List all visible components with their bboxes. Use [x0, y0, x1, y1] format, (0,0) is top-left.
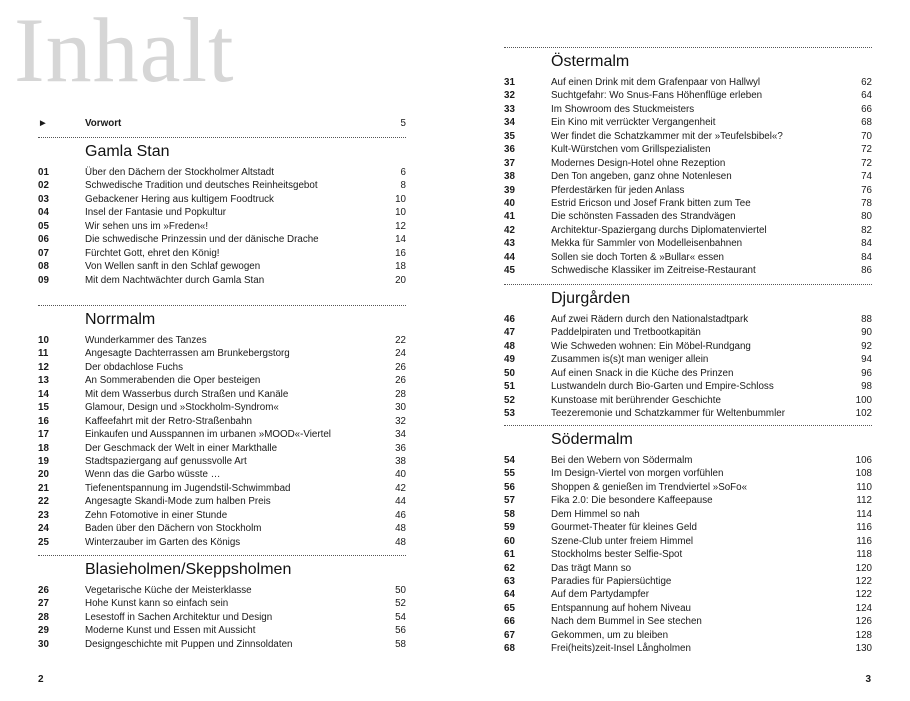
- toc-entry: [504, 602, 872, 615]
- toc-entry: [38, 584, 406, 597]
- entry-page: 34: [395, 429, 406, 441]
- entry-number: 40: [504, 197, 515, 209]
- entry-number: 18: [38, 442, 49, 454]
- dotted-divider: [38, 305, 406, 306]
- entry-number: 34: [504, 117, 515, 129]
- entry-number: 14: [38, 388, 49, 400]
- entry-title: Angesagte Skandi-Mode zum halben Preis: [85, 496, 271, 508]
- entry-title: Das trägt Mann so: [551, 562, 632, 574]
- toc-entry: [504, 562, 872, 575]
- entry-page: 30: [395, 402, 406, 414]
- entry-number: 52: [504, 394, 515, 406]
- entry-number: 35: [504, 130, 515, 142]
- entry-page: 54: [395, 611, 406, 623]
- section-norrmalm: [38, 305, 406, 549]
- entry-page: 10: [395, 207, 406, 219]
- entry-number: 29: [38, 625, 49, 637]
- entry-number: 45: [504, 265, 515, 277]
- entry-title: Designgeschichte mit Puppen und Zinnsoldaten: [85, 638, 293, 650]
- entry-number: 39: [504, 184, 515, 196]
- entry-title: Wunderkammer des Tanzes: [85, 335, 207, 346]
- toc-entry: [38, 442, 406, 455]
- entry-page: 72: [861, 144, 872, 156]
- entry-title: Auf einen Snack in die Küche des Prinzen: [551, 367, 734, 379]
- entry-number: 38: [504, 171, 515, 183]
- entry-number: 67: [504, 629, 515, 641]
- entry-page: 78: [861, 197, 872, 209]
- entry-number: 30: [38, 638, 49, 650]
- entry-number: 28: [38, 611, 49, 623]
- toc-entry: [504, 224, 872, 237]
- entry-page: 126: [855, 616, 872, 628]
- entry-title: Kult-Würstchen vom Grillspezialisten: [551, 144, 711, 156]
- toc-entry: [38, 193, 406, 206]
- toc-entry: [38, 611, 406, 624]
- entry-title: Kunstoase mit berührender Geschichte: [551, 394, 721, 406]
- dotted-divider: [504, 47, 872, 48]
- entry-number: 24: [38, 523, 49, 535]
- entry-page: 18: [395, 261, 406, 273]
- entry-number: 63: [504, 575, 515, 587]
- toc-entry: [504, 454, 872, 467]
- toc-entry: [504, 494, 872, 507]
- toc-entry: [38, 415, 406, 428]
- toc-entry: [504, 575, 872, 588]
- entry-number: 26: [38, 585, 49, 596]
- toc-entry: [38, 260, 406, 273]
- entry-page: 122: [855, 589, 872, 601]
- entry-number: 11: [38, 348, 49, 360]
- entry-page: 106: [855, 455, 872, 466]
- dotted-divider: [504, 284, 872, 285]
- entry-title: Gekommen, um zu bleiben: [551, 629, 669, 641]
- toc-entry: [504, 548, 872, 561]
- entry-title: Ein Kino mit verrückter Vergangenheit: [551, 117, 716, 129]
- toc-entry: [504, 130, 872, 143]
- entry-title: Wer findet die Schatzkammer mit der »Teufelsbibel«?: [551, 130, 783, 142]
- toc-entry: [38, 468, 406, 481]
- section-title: Gamla Stan: [85, 143, 170, 160]
- entry-page: 102: [855, 408, 872, 420]
- entry-number: 57: [504, 495, 515, 507]
- toc-entry: [38, 274, 406, 287]
- entry-number: 46: [504, 314, 515, 325]
- entry-page: 84: [861, 251, 872, 263]
- entry-number: 56: [504, 481, 515, 493]
- entry-number: 02: [38, 180, 49, 192]
- entry-page: 82: [861, 224, 872, 236]
- entry-title: Entspannung auf hohem Niveau: [551, 602, 691, 614]
- dotted-divider: [38, 137, 406, 138]
- toc-entry: [38, 179, 406, 192]
- entry-title: Suchtgefahr: Wo Snus-Fans Höhenflüge erleben: [551, 90, 763, 102]
- entry-number: 51: [504, 381, 515, 393]
- entry-page: 64: [861, 90, 872, 102]
- entry-title: Baden über den Dächern von Stockholm: [85, 523, 262, 535]
- entry-number: 17: [38, 429, 49, 441]
- entry-page: 28: [395, 388, 406, 400]
- entry-page: 120: [855, 562, 872, 574]
- toc-entry: [38, 428, 406, 441]
- section-sodermalm: [504, 425, 872, 656]
- toc-entry: [38, 597, 406, 610]
- entry-title: Architektur-Spaziergang durchs Diplomatenviertel: [551, 224, 767, 236]
- entry-number: 58: [504, 508, 515, 520]
- entry-page: 68: [861, 117, 872, 129]
- entry-title: Bei den Webern von Södermalm: [551, 455, 693, 466]
- toc-entry: [38, 638, 406, 651]
- entry-title: Im Showroom des Stuckmeisters: [551, 103, 695, 115]
- entry-page: 88: [861, 314, 872, 325]
- entry-title: Schwedische Tradition und deutsches Reinheitsgebot: [85, 180, 318, 192]
- entry-title: Dem Himmel so nah: [551, 508, 640, 520]
- entry-number: 13: [38, 375, 49, 387]
- intro-label: Vorwort: [85, 117, 122, 129]
- toc-entry: [38, 220, 406, 233]
- entry-number: 03: [38, 193, 49, 205]
- entry-title: Paradies für Papiersüchtige: [551, 575, 672, 587]
- entry-page: 22: [395, 335, 406, 346]
- entry-page: 42: [395, 482, 406, 494]
- toc-entry: [38, 374, 406, 387]
- entry-number: 25: [38, 536, 49, 548]
- entry-number: 65: [504, 602, 515, 614]
- entry-page: 48: [395, 536, 406, 548]
- toc-entry: [504, 467, 872, 480]
- entry-page: 84: [861, 238, 872, 250]
- section-title: Södermalm: [551, 431, 633, 448]
- entry-page: 50: [395, 585, 406, 596]
- entry-page: 26: [395, 361, 406, 373]
- entry-number: 10: [38, 335, 49, 346]
- entry-title: Auf dem Partydampfer: [551, 589, 650, 601]
- entry-page: 108: [855, 468, 872, 480]
- entry-number: 21: [38, 482, 49, 494]
- entry-number: 23: [38, 509, 49, 521]
- entry-number: 68: [504, 643, 515, 655]
- section-title: Blasieholmen/Skeppsholmen: [85, 561, 292, 578]
- entry-title: Zusammen is(s)t man weniger allein: [551, 354, 709, 366]
- entry-title: Winterzauber im Garten des Königs: [85, 536, 241, 548]
- entry-title: Gourmet-Theater für kleines Geld: [551, 522, 697, 534]
- entry-title: Estrid Ericson und Josef Frank bitten zum Tee: [551, 197, 751, 209]
- toc-entry: [504, 103, 872, 116]
- entry-page: 92: [861, 340, 872, 352]
- entry-title: Wie Schweden wohnen: Ein Möbel-Rundgang: [551, 340, 751, 352]
- section-ostermalm: [504, 47, 872, 278]
- toc-entry: [504, 89, 872, 102]
- toc-entry: [504, 367, 872, 380]
- dotted-divider: [38, 555, 406, 556]
- entry-number: 16: [38, 415, 49, 427]
- toc-entry: [504, 197, 872, 210]
- toc-entry: [504, 313, 872, 326]
- entry-page: 38: [395, 455, 406, 467]
- entry-title: Gebackener Hering aus kultigem Foodtruck: [85, 193, 274, 205]
- entry-number: 61: [504, 549, 515, 561]
- entry-page: 94: [861, 354, 872, 366]
- toc-entry: [504, 394, 872, 407]
- toc-entry: [504, 615, 872, 628]
- entry-number: 04: [38, 207, 49, 219]
- entry-number: 36: [504, 144, 515, 156]
- entry-page: 100: [855, 394, 872, 406]
- entry-page: 70: [861, 130, 872, 142]
- entry-number: 19: [38, 455, 49, 467]
- section-title: Östermalm: [551, 53, 630, 70]
- toc-entry: [38, 247, 406, 260]
- entry-number: 01: [38, 167, 49, 178]
- entry-page: 44: [395, 496, 406, 508]
- toc-entry: [504, 407, 872, 420]
- toc-entry: [504, 157, 872, 170]
- intro-row: [38, 116, 406, 131]
- entry-number: 31: [504, 77, 515, 88]
- entry-page: 48: [395, 523, 406, 535]
- entry-title: Lesestoff in Sachen Architektur und Design: [85, 611, 273, 623]
- entry-page: 26: [395, 375, 406, 387]
- toc-entry: [504, 340, 872, 353]
- entry-page: 72: [861, 157, 872, 169]
- entry-number: 47: [504, 327, 515, 339]
- entry-title: Stockholms bester Selfie-Spot: [551, 549, 683, 561]
- entry-title: Wenn das die Garbo wüsste …: [85, 469, 221, 481]
- entry-title: An Sommerabenden die Oper besteigen: [85, 375, 261, 387]
- entry-page: 32: [395, 415, 406, 427]
- entry-title: Mit dem Wasserbus durch Straßen und Kanäle: [85, 388, 289, 400]
- toc-entry: [38, 206, 406, 219]
- entry-title: Über den Dächern der Stockholmer Altstadt: [85, 167, 274, 178]
- entry-page: 80: [861, 211, 872, 223]
- toc-entry: [504, 481, 872, 494]
- entry-page: 8: [400, 180, 406, 192]
- entry-number: 05: [38, 220, 49, 232]
- entry-number: 06: [38, 234, 49, 246]
- entry-page: 128: [855, 629, 872, 641]
- entry-page: 14: [395, 234, 406, 246]
- entry-title: Angesagte Dachterrassen am Brunkebergstorg: [85, 348, 290, 360]
- toc-entry: [504, 508, 872, 521]
- play-icon: ►: [38, 117, 48, 129]
- entry-page: 114: [856, 508, 872, 520]
- toc-entry: [38, 482, 406, 495]
- entry-title: Hohe Kunst kann so einfach sein: [85, 598, 229, 610]
- entry-title: Die schönsten Fassaden des Strandvägen: [551, 211, 736, 223]
- entry-number: 62: [504, 562, 515, 574]
- entry-title: Shoppen & genießen im Trendviertel »SoFo«: [551, 481, 748, 493]
- entry-title: Fika 2.0: Die besondere Kaffeepause: [551, 495, 713, 507]
- toc-entry: [504, 116, 872, 129]
- section-title: Norrmalm: [85, 311, 156, 328]
- entry-title: Vegetarische Küche der Meisterklasse: [85, 585, 252, 596]
- entry-number: 12: [38, 361, 49, 373]
- toc-entry: [504, 264, 872, 277]
- entry-title: Insel der Fantasie und Popkultur: [85, 207, 227, 219]
- entry-number: 66: [504, 616, 515, 628]
- intro-page: 5: [400, 117, 406, 129]
- entry-number: 41: [504, 211, 515, 223]
- entry-title: Mekka für Sammler von Modelleisenbahnen: [551, 238, 743, 250]
- entry-title: Lustwandeln durch Bio-Garten und Empire-Schloss: [551, 381, 774, 393]
- entry-title: Mit dem Nachtwächter durch Gamla Stan: [85, 274, 265, 286]
- toc-entry: [504, 326, 872, 339]
- toc-entry: [504, 642, 872, 655]
- entry-title: Szene-Club unter freiem Himmel: [551, 535, 694, 547]
- entry-title: Tiefenentspannung im Jugendstil-Schwimmbad: [85, 482, 291, 494]
- page-title: Inhalt: [14, 0, 235, 101]
- entry-number: 49: [504, 354, 515, 366]
- entry-title: Kaffeefahrt mit der Retro-Straßenbahn: [85, 415, 252, 427]
- entry-title: Der Geschmack der Welt in einer Markthalle: [85, 442, 278, 454]
- toc-entry: [504, 380, 872, 393]
- entry-page: 122: [855, 575, 872, 587]
- entry-page: 62: [861, 77, 872, 88]
- entry-number: 15: [38, 402, 49, 414]
- toc-entry: [504, 353, 872, 366]
- toc-entry: [38, 347, 406, 360]
- toc-entry: [38, 509, 406, 522]
- toc-entry: [38, 334, 406, 347]
- entry-number: 09: [38, 274, 49, 286]
- entry-title: Im Design-Viertel von morgen vorfühlen: [551, 468, 724, 480]
- entry-number: 60: [504, 535, 515, 547]
- entry-title: Auf einen Drink mit dem Grafenpaar von Hallwyl: [551, 77, 761, 88]
- entry-number: 37: [504, 157, 515, 169]
- entry-page: 130: [855, 643, 872, 655]
- entry-page: 46: [395, 509, 406, 521]
- entry-number: 43: [504, 238, 515, 250]
- entry-number: 54: [504, 455, 515, 466]
- entry-title: Frei(heits)zeit-Insel Långholmen: [551, 643, 691, 655]
- entry-number: 32: [504, 90, 515, 102]
- entry-number: 64: [504, 589, 515, 601]
- entry-title: Stadtspaziergang auf genussvolle Art: [85, 455, 247, 467]
- entry-title: Nach dem Bummel in See stechen: [551, 616, 702, 628]
- entry-number: 42: [504, 224, 515, 236]
- entry-number: 33: [504, 103, 515, 115]
- section-djurgarden: [504, 284, 872, 421]
- toc-entry: [38, 522, 406, 535]
- entry-page: 20: [395, 274, 406, 286]
- entry-number: 08: [38, 261, 49, 273]
- entry-title: Sollen sie doch Torten & »Bullar« essen: [551, 251, 725, 263]
- entry-title: Den Ton angeben, ganz ohne Notenlesen: [551, 171, 732, 183]
- page-number-left: 2: [38, 674, 44, 685]
- entry-page: 24: [395, 348, 406, 360]
- entry-page: 6: [400, 167, 406, 178]
- section-blasieholmen-skeppsholmen: [38, 555, 406, 651]
- entry-page: 58: [395, 638, 406, 650]
- entry-number: 53: [504, 408, 515, 420]
- entry-title: Pferdestärken für jeden Anlass: [551, 184, 685, 196]
- toc-entry: [38, 624, 406, 637]
- entry-number: 44: [504, 251, 515, 263]
- entry-number: 48: [504, 340, 515, 352]
- toc-entry: [504, 210, 872, 223]
- toc-entry: [38, 495, 406, 508]
- entry-page: 90: [861, 327, 872, 339]
- toc-entry: [38, 388, 406, 401]
- entry-title: Zehn Fotomotive in einer Stunde: [85, 509, 228, 521]
- toc-entry: [504, 251, 872, 264]
- entry-number: 22: [38, 496, 49, 508]
- entry-page: 40: [395, 469, 406, 481]
- right-page: [455, 0, 910, 701]
- entry-page: 12: [395, 220, 406, 232]
- section-title: Djurgården: [551, 290, 631, 307]
- toc-entry: [504, 76, 872, 89]
- entry-page: 36: [395, 442, 406, 454]
- toc-entry: [38, 166, 406, 179]
- entry-number: 59: [504, 522, 515, 534]
- entry-number: 55: [504, 468, 515, 480]
- entry-number: 20: [38, 469, 49, 481]
- entry-page: 124: [855, 602, 872, 614]
- entry-title: Von Wellen sanft in den Schlaf gewogen: [85, 261, 261, 273]
- toc-entry: [504, 237, 872, 250]
- toc-entry: [504, 170, 872, 183]
- entry-page: 66: [861, 103, 872, 115]
- toc-entry: [504, 184, 872, 197]
- page-number-right: 3: [865, 674, 871, 685]
- entry-page: 116: [856, 522, 872, 534]
- entry-page: 52: [395, 598, 406, 610]
- entry-number: 07: [38, 247, 49, 259]
- entry-title: Die schwedische Prinzessin und der dänische Drache: [85, 234, 319, 246]
- entry-number: 50: [504, 367, 515, 379]
- entry-page: 112: [856, 495, 872, 507]
- entry-title: Der obdachlose Fuchs: [85, 361, 184, 373]
- entry-page: 74: [861, 171, 872, 183]
- entry-title: Teezeremonie und Schatzkammer für Weltenbummler: [551, 408, 785, 420]
- entry-page: 98: [861, 381, 872, 393]
- dotted-divider: [504, 425, 872, 426]
- entry-title: Schwedische Klassiker im Zeitreise-Restaurant: [551, 265, 756, 277]
- toc-entry: [38, 233, 406, 246]
- toc-entry: [504, 521, 872, 534]
- entry-page: 16: [395, 247, 406, 259]
- toc-entry: [504, 535, 872, 548]
- entry-page: 10: [395, 193, 406, 205]
- entry-title: Glamour, Design und »Stockholm-Syndrom«: [85, 402, 279, 414]
- entry-title: Modernes Design-Hotel ohne Rezeption: [551, 157, 726, 169]
- toc-entry: [504, 143, 872, 156]
- entry-page: 110: [856, 481, 872, 493]
- entry-page: 56: [395, 625, 406, 637]
- entry-title: Fürchtet Gott, ehret den König!: [85, 247, 220, 259]
- toc-entry: [38, 455, 406, 468]
- toc-entry: [38, 401, 406, 414]
- entry-page: 118: [856, 549, 872, 561]
- entry-number: 27: [38, 598, 49, 610]
- entry-title: Einkaufen und Ausspannen im urbanen »MOOD«-Viertel: [85, 429, 331, 441]
- entry-title: Moderne Kunst und Essen mit Aussicht: [85, 625, 256, 637]
- entry-page: 96: [861, 367, 872, 379]
- entry-title: Wir sehen uns im »Freden«!: [85, 220, 209, 232]
- toc-entry: [504, 629, 872, 642]
- entry-page: 86: [861, 265, 872, 277]
- entry-page: 116: [856, 535, 872, 547]
- entry-title: Paddelpiraten und Tretbootkapitän: [551, 327, 701, 339]
- toc-entry: [504, 588, 872, 601]
- toc-entry: [38, 536, 406, 549]
- entry-page: 76: [861, 184, 872, 196]
- entry-title: Auf zwei Rädern durch den Nationalstadtpark: [551, 314, 749, 325]
- section-gamla-stan: [38, 137, 406, 287]
- toc-entry: [38, 361, 406, 374]
